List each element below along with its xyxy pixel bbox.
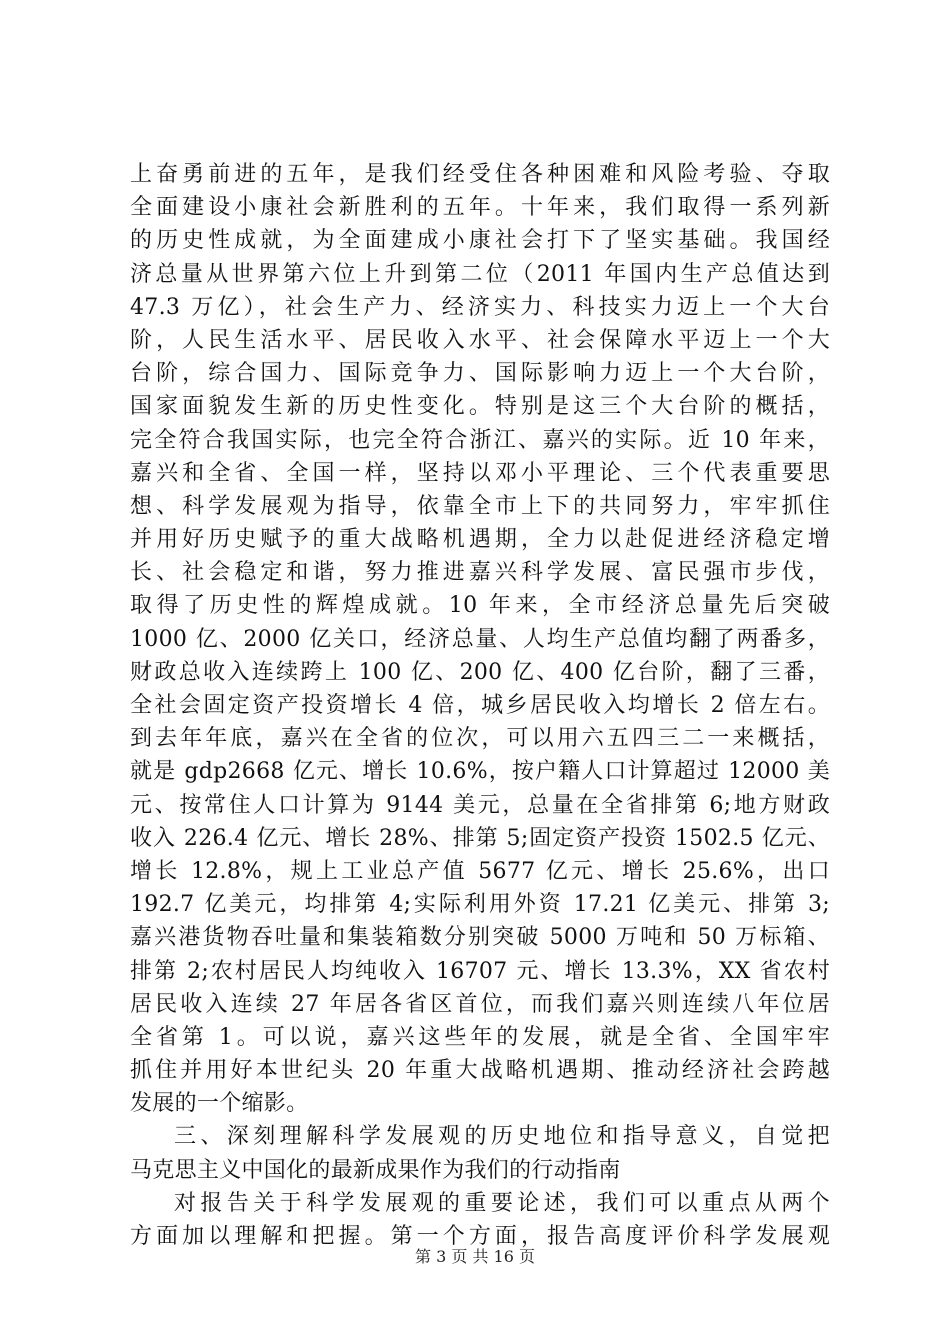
text-line: 上奋勇前进的五年，是我们经受住各种困难和风险考验、夺取 bbox=[130, 162, 830, 187]
page-footer: 第 3 页 共 16 页 bbox=[415, 1247, 535, 1266]
text-line: 的历史性成就，为全面建成小康社会打下了坚实基础。我国经 bbox=[130, 228, 830, 254]
text-line: 长、社会稳定和谐，努力推进嘉兴科学发展、富民强市步伐， bbox=[130, 560, 830, 586]
text-line: 抓住并用好本世纪头 20 年重大战略机遇期、推动经济社会跨越 bbox=[130, 1058, 830, 1084]
text-line: 财政总收入连续跨上 100 亿、200 亿、400 亿台阶，翻了三番， bbox=[130, 659, 830, 685]
text-line: 192.7 亿美元，均排第 4;实际利用外资 17.21 亿美元、排第 3; bbox=[130, 892, 830, 918]
text-line: 全社会固定资产投资增长 4 倍，城乡居民收入均增长 2 倍左右。 bbox=[130, 693, 830, 718]
text-line: 元、按常住人口计算为 9144 美元，总量在全省排第 6;地方财政 bbox=[130, 792, 830, 818]
text-line: 47.3 万亿），社会生产力、经济实力、科技实力迈上一个大台 bbox=[130, 294, 830, 320]
text-line: 发展的一个缩影。 bbox=[130, 1091, 309, 1117]
text-line: 到去年年底，嘉兴在全省的位次，可以用六五四三二一来概括， bbox=[130, 726, 830, 752]
text-line: 就是 gdp2668 亿元、增长 10.6%，按户籍人口计算超过 12000 美 bbox=[130, 759, 830, 785]
text-line: 居民收入连续 27 年居各省区首位，而我们嘉兴则连续八年位居 bbox=[130, 991, 830, 1017]
text-line: 对报告关于科学发展观的重要论述，我们可以重点从两个 bbox=[174, 1190, 830, 1216]
text-line: 完全符合我国实际，也完全符合浙江、嘉兴的实际。近 10 年来， bbox=[130, 427, 830, 453]
text-line: 排第 2;农村居民人均纯收入 16707 元、增长 13.3%，XX 省农村 bbox=[130, 958, 830, 984]
text-line: 阶，人民生活水平、居民收入水平、社会保障水平迈上一个大 bbox=[130, 327, 830, 353]
text-line: 方面加以理解和把握。第一个方面，报告高度评价科学发展观 bbox=[130, 1224, 830, 1249]
text-line: 1000 亿、2000 亿关口，经济总量、人均生产总值均翻了两番多， bbox=[130, 626, 830, 652]
text-line: 并用好历史赋予的重大战略机遇期，全力以赴促进经济稳定增 bbox=[130, 527, 830, 553]
section-heading-line: 三、深刻理解科学发展观的历史地位和指导意义，自觉把 bbox=[174, 1124, 830, 1150]
section-heading-line: 马克思主义中国化的最新成果作为我们的行动指南 bbox=[130, 1157, 621, 1183]
text-line: 济总量从世界第六位上升到第二位（2011 年国内生产总值达到 bbox=[130, 261, 830, 287]
text-line: 增长 12.8%，规上工业总产值 5677 亿元、增长 25.6%，出口 bbox=[130, 858, 830, 884]
text-line: 收入 226.4 亿元、增长 28%、排第 5;固定资产投资 1502.5 亿元、 bbox=[130, 825, 830, 851]
text-line: 全省第 1。可以说，嘉兴这些年的发展，就是全省、全国牢牢 bbox=[130, 1024, 830, 1050]
text-line: 台阶，综合国力、国际竞争力、国际影响力迈上一个大台阶， bbox=[130, 361, 830, 387]
text-line: 嘉兴港货物吞吐量和集装箱数分别突破 5000 万吨和 50 万标箱、 bbox=[130, 925, 830, 951]
text-line: 想、科学发展观为指导，依靠全市上下的共同努力，牢牢抓住 bbox=[130, 493, 830, 519]
text-line: 全面建设小康社会新胜利的五年。十年来，我们取得一系列新 bbox=[130, 195, 830, 221]
body-text bbox=[130, 158, 830, 1253]
text-line: 国家面貌发生新的历史性变化。特别是这三个大台阶的概括， bbox=[130, 394, 830, 420]
text-line: 取得了历史性的辉煌成就。10 年来，全市经济总量先后突破 bbox=[130, 593, 830, 619]
text-line: 嘉兴和全省、全国一样，坚持以邓小平理论、三个代表重要思 bbox=[130, 460, 830, 486]
